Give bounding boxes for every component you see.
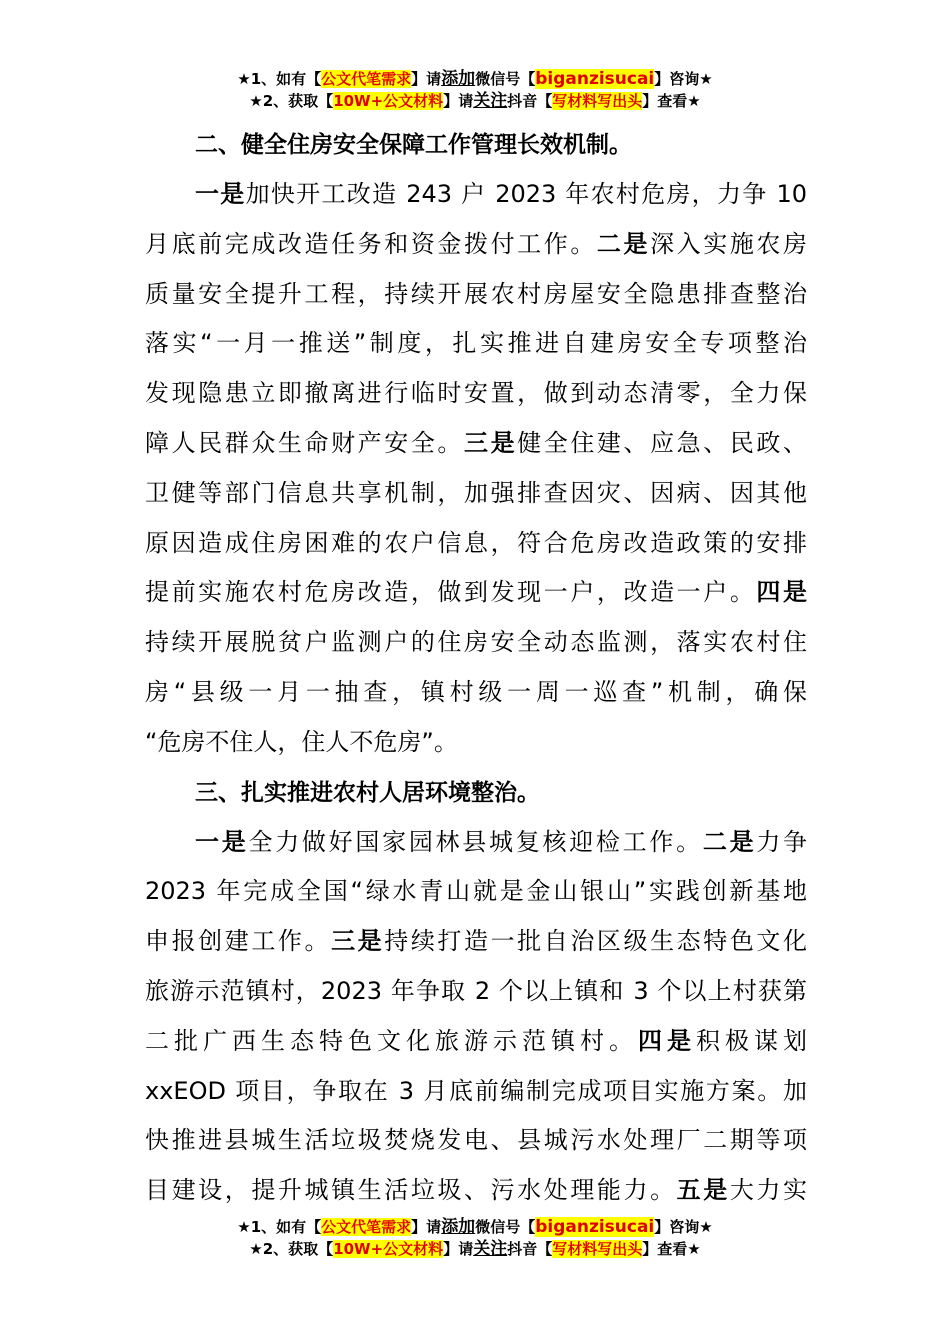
text-line (145, 917, 807, 967)
text-run: 加快开工改造 243 户 2023 年农村危房，力争 10 (245, 180, 808, 208)
banner-highlight: 10W+公文材料 (333, 1240, 444, 1258)
text-run: 持续打造一批自治区级生态特色文化 (384, 927, 808, 956)
banner-underline: 关注 (473, 91, 508, 111)
text-run: 深入实施农房 (650, 229, 808, 258)
text-run: 申报创建工作。 (145, 927, 332, 956)
section-heading: 二、健全住房安全保障工作管理长效机制。 (195, 132, 632, 158)
banner-text: 】请 (443, 1240, 474, 1258)
banner-underline: 添加 (441, 1217, 476, 1237)
text-line (145, 1116, 807, 1166)
text-run: xxEOD 项目，争取在 3 月底前编制完成项目实施方案。加 (145, 1076, 807, 1105)
text-run: 持续开展脱贫户监测户的住房安全动态监测，落实农村住 (145, 628, 807, 657)
section-paragraph (145, 170, 807, 768)
ordinal-marker: 二是 (596, 229, 651, 258)
ordinal-marker: 一是 (195, 827, 249, 856)
ordinal-marker: 三是 (331, 927, 385, 956)
section-heading: 三、扎实推进农村人居环境整治。 (195, 779, 540, 806)
banner-highlight: biganzisucai (535, 1217, 655, 1237)
banner-text: ★2、获取【 (249, 92, 334, 110)
text-run: 提前实施农村危房改造，做到发现一户，改造一户。 (145, 578, 757, 607)
text-run: 快推进县城生活垃圾焚烧发电、县城污水处理厂二期等项 (145, 1126, 807, 1155)
text-run: 2023 年完成全国“绿水青山就是金山银山”实践创新基地 (145, 877, 807, 906)
text-run: 积极谋划 (696, 1026, 807, 1055)
text-run: 原因造成住房困难的农户信息，符合危房改造政策的安排 (145, 528, 807, 557)
banner-highlight: 写材料写出头 (552, 92, 643, 110)
text-run: 力争 (756, 827, 808, 856)
banner-text: 】咨询★ (654, 70, 713, 88)
banner-line-2 (0, 1238, 950, 1260)
banner-text: 】查看★ (642, 92, 701, 110)
text-run: 目建设，提升城镇生活垃圾、污水处理能力。 (145, 1176, 677, 1205)
text-line (145, 568, 807, 618)
header-banner (0, 68, 950, 112)
text-line (145, 469, 807, 519)
text-run: “危房不住人，住人不危房”。 (145, 727, 458, 756)
banner-text: 】请 (411, 70, 442, 88)
text-run: 全力做好国家园林县城复核迎检工作。 (248, 827, 703, 856)
text-line (145, 519, 807, 569)
text-run: 月底前完成改造任务和资金拨付工作。 (145, 229, 597, 258)
section-paragraph (145, 818, 807, 1216)
text-run: 障人民群众生命财产安全。 (145, 428, 464, 457)
banner-text: 微信号【 (475, 1218, 536, 1236)
ordinal-marker: 四是 (638, 1026, 696, 1055)
banner-text: 抖音【 (507, 1240, 553, 1258)
banner-text: ★1、如有【 (237, 70, 322, 88)
text-line (145, 220, 807, 270)
banner-text: ★2、获取【 (249, 1240, 334, 1258)
text-run: 大力实 (729, 1176, 808, 1205)
text-run: 健全住建、应急、民政、 (517, 428, 808, 457)
text-line (145, 618, 807, 668)
text-run: 卫健等部门信息共享机制，加强排查因灾、因病、因其他 (145, 478, 807, 507)
text-run: 落实“一月一推送”制度，扎实推进自建房安全专项整治 (145, 329, 807, 358)
banner-line-1 (0, 1216, 950, 1238)
text-line (145, 668, 807, 718)
text-line (145, 1067, 807, 1117)
text-line (145, 1017, 807, 1067)
text-line (145, 270, 807, 320)
banner-highlight: 写材料写出头 (552, 1240, 643, 1258)
text-run: 质量安全提升工程，持续开展农村房屋安全隐患排查整治 (145, 279, 807, 308)
document-body (145, 120, 807, 1216)
ordinal-marker: 一是 (195, 180, 246, 208)
banner-highlight: biganzisucai (535, 69, 655, 89)
banner-text: 微信号【 (475, 70, 536, 88)
text-line (145, 1166, 807, 1216)
banner-line-2 (0, 90, 950, 112)
text-line (145, 419, 807, 469)
text-run: 发现隐患立即撤离进行临时安置，做到动态清零，全力保 (145, 379, 807, 408)
banner-text: ★1、如有【 (237, 1218, 322, 1236)
text-line (145, 718, 807, 768)
text-run: 二批广西生态特色文化旅游示范镇村。 (145, 1026, 638, 1055)
banner-highlight: 公文代笔需求 (321, 1218, 412, 1236)
banner-underline: 添加 (441, 69, 476, 89)
footer-banner (0, 1216, 950, 1260)
text-line (145, 867, 807, 917)
banner-text: 】请 (443, 92, 474, 110)
banner-underline: 关注 (473, 1239, 508, 1259)
ordinal-marker: 三是 (464, 428, 518, 457)
banner-line-1 (0, 68, 950, 90)
banner-highlight: 10W+公文材料 (333, 92, 444, 110)
text-run: 旅游示范镇村，2023 年争取 2 个以上镇和 3 个以上村获第 (145, 976, 807, 1005)
ordinal-marker: 四是 (756, 578, 808, 607)
ordinal-marker: 五是 (676, 1176, 730, 1205)
banner-text: 】请 (411, 1218, 442, 1236)
banner-highlight: 公文代笔需求 (321, 70, 412, 88)
text-line (145, 967, 807, 1017)
text-line (145, 369, 807, 419)
banner-text: 抖音【 (507, 92, 553, 110)
text-line (145, 170, 807, 220)
ordinal-marker: 二是 (702, 827, 757, 856)
banner-text: 】查看★ (642, 1240, 701, 1258)
text-run: 房“县级一月一抽查，镇村级一周一巡查”机制，确保 (145, 677, 807, 706)
banner-text: 】咨询★ (654, 1218, 713, 1236)
text-line (145, 319, 807, 369)
text-line (145, 818, 807, 868)
